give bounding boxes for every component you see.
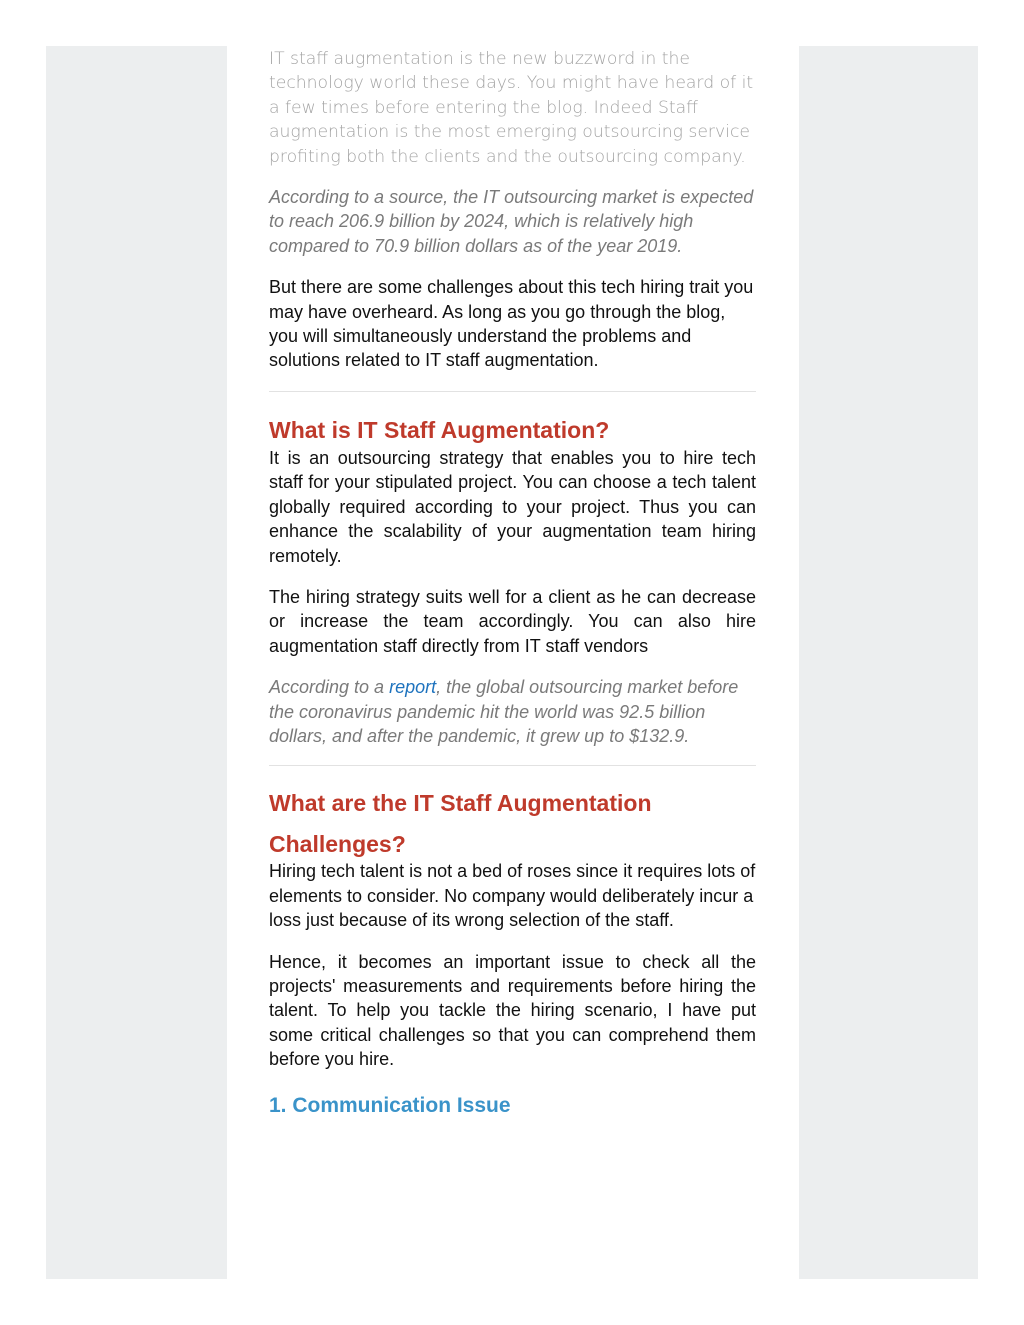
section-divider <box>269 391 756 392</box>
critical-challenges-paragraph: Hence, it becomes an important issue to check all the projects' measurements and requirements before hiring the talent. To help you tackle the hiring scenario, I have put some critical challenges so that you can comprehend them before you hire. <box>269 951 756 1070</box>
left-margin-panel <box>46 46 227 1279</box>
subheading-communication-issue: 1. Communication Issue <box>269 1093 511 1117</box>
heading-line-1: What are the IT Staff Augmentation <box>269 790 652 817</box>
definition-paragraph: It is an outsourcing strategy that enables you to hire tech staff for your stipulated project. You can choose a tech talent globally required according to your project. Thus you can enhance the scalability of your augmentation team hiring remotely. <box>269 447 756 566</box>
heading-line-2: Challenges? <box>269 831 406 858</box>
quote-text-after: , the global outsourcing market before the coronavirus pandemic hit the world was 92.5 billion dollars, and after the pandemic, it grew up to $132.9. <box>269 677 739 746</box>
right-margin-panel <box>799 46 978 1279</box>
article-body <box>269 46 756 1120</box>
hiring-strategy-paragraph: The hiring strategy suits well for a client as he can decrease or increase the team accordingly. You can also hire augmentation staff directly from IT staff vendors <box>269 586 756 656</box>
section-divider <box>269 765 756 766</box>
challenges-intro-paragraph: But there are some challenges about this tech hiring trait you may have overheard. As long as you go through the blog, you will simultaneously understand the problems and solutions related to IT staff augmentation. <box>269 277 754 371</box>
pandemic-stat-quote <box>269 675 756 748</box>
intro-paragraph: IT staff augmentation is the new buzzword in the technology world these days. You might have heard of it a few times before entering the blog. Indeed Staff augmentation is the most emerging outsourcing service profiting both the clients and the outsourcing company. <box>269 49 754 167</box>
market-stat-quote: According to a source, the IT outsourcing market is expected to reach 206.9 billion by 2024, which is relatively high compared to 70.9 billion dollars as of the year 2019. <box>269 187 754 256</box>
section-heading-challenges <box>269 783 756 865</box>
quote-text-before: According to a <box>269 677 390 698</box>
section-heading-what-is: What is IT Staff Augmentation? <box>269 416 610 443</box>
report-link[interactable]: report <box>389 677 437 698</box>
hiring-talent-paragraph: Hiring tech talent is not a bed of roses since it requires lots of elements to consider. No company would deliberately incur a loss just because of its wrong selection of the staff. <box>269 861 756 931</box>
